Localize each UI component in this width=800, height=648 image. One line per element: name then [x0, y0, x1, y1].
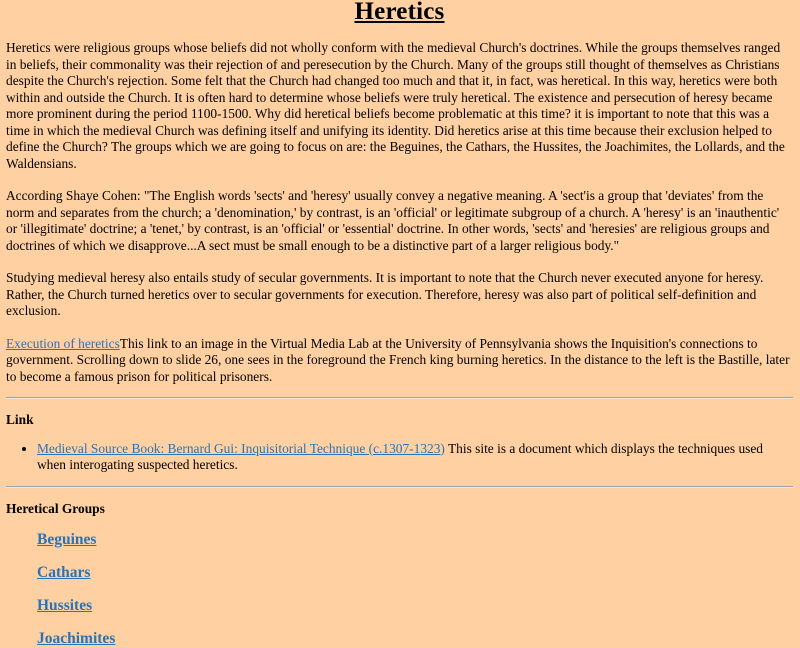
group-link-hussites[interactable]: Hussites — [37, 597, 93, 614]
group-link-joachimites[interactable]: Joachimites — [37, 630, 116, 647]
heretical-groups-list — [6, 531, 793, 648]
list-item — [37, 441, 793, 474]
cohen-quote-paragraph: According Shaye Cohen: "The English words 'sects' and 'heresy' usually convey a negative meaning. A 'sect'is a group that 'deviates' from the norm and separates from the church; a 'denomination,' by contrast, is an 'official' or legitimate subgroup of a church. A 'heresy' is an 'inauthentic' or 'illegitimate' doctrine; a 'tenet,' by contrast, is an 'official' or 'essential' doctrine. In other words, 'sects' and 'heresies' are religious groups and doctrines of which we disapprove...A sect must be small enough to be a distinctive part of a larger religious body." — [6, 188, 780, 253]
execution-paragraph — [6, 336, 793, 386]
intro-paragraph: Heretics were religious groups whose beliefs did not wholly conform with the medieval Church's doctrines. While the groups themselves ranged in beliefs, their commonality was their rejection of and peresecution by the Church. Many of the groups still thought of themselves as Christians despite the Church's rejection. Some felt that the Church had changed too much and that it, in fact, was heretical. In this way, heretics were both within and outside the Church. It is often hard to determine whose beliefs were truly heretical. The existence and persecution of heresy became more prominent during the period 1100-1500. Why did heretical beliefs become problematic at this time? it is important to note that this was a time in which the medieval Church was defining itself and unifying its identity. Did heretics arise at this time because their exclusion helped to define the Church? The groups which we are going to focus on are: the Beguines, the Cathars, the Hussites, the Joachimites, the Lollards, and the Waldensians. — [6, 40, 785, 171]
link-list — [6, 441, 793, 474]
link-description: This site is a document which displays the techniques used when interogating suspected heretics. — [37, 440, 763, 472]
divider — [6, 486, 793, 488]
execution-of-heretics-link[interactable]: Execution of heretics — [6, 335, 120, 351]
group-link-cathars[interactable]: Cathars — [37, 564, 91, 581]
group-link-beguines[interactable]: Beguines — [37, 531, 97, 548]
groups-section-title: Heretical Groups — [6, 500, 105, 516]
secular-paragraph: Studying medieval heresy also entails study of secular governments. It is important to note that the Church never executed anyone for heresy. Rather, the Church turned heretics over to secular governments for execution. Therefore, heresy was also part of political self-definition and exclusion. — [6, 270, 764, 318]
divider — [6, 397, 793, 399]
link-section-title: Link — [6, 412, 34, 427]
execution-description: This link to an image in the Virtual Media Lab at the University of Pennsylvania shows the Inquisition's connections to government. Scrolling down to slide 26, one sees in the foreground the French king burning heretics. In the distance to the left is the Bastille, later to become a famous prison for political prisoners. — [6, 335, 790, 384]
bernard-gui-link[interactable]: Medieval Source Book: Bernard Gui: Inquisitorial Technique (c.1307-1323) — [37, 440, 445, 456]
page-title: Heretics — [354, 0, 445, 25]
